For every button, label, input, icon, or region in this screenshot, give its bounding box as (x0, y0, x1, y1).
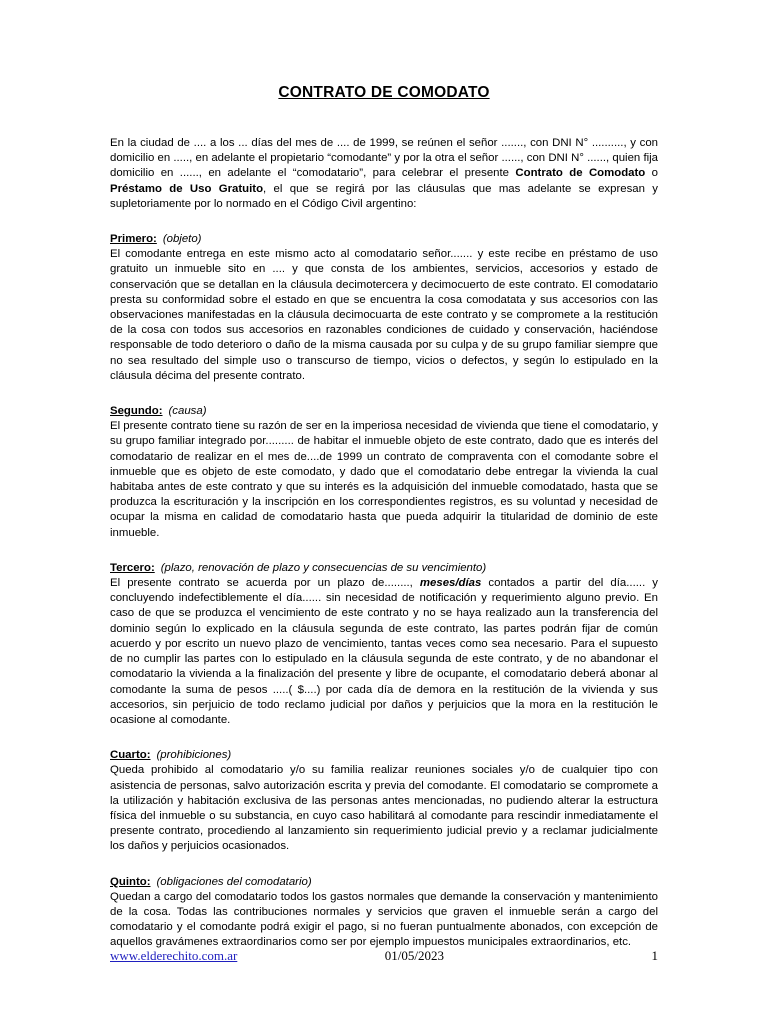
clause-primero (110, 232, 658, 384)
clause-subtitle: (obligaciones del comodatario) (156, 875, 312, 888)
clause-text: El comodante entrega en este mismo acto al comodatario señor....... y este recibe en préstamo de uso gratuito un inmueble sito en .... y que consta de los ambientes, servicios, accesorios y estado de conservación que se detallan en la cláusula decimotercera y decimocuerto de este contrato. El comodatario presta su conformidad sobre el estado en que se encuentra la cosa comodatata y sus accesorios con las observaciones manifestadas en la cláusula decimocuarta de este contrato y se compromete a la restitución de la cosa con todos sus accesorios en razonables condiciones de cuidado y conservación, haciéndose responsable de todo deterioro o daño de la misma causada por su culpa y de su grupo familiar siempre que no sea resultado del simple uso o transcurso de tiempo, vicios o defectos, y según lo estipulado en la cláusula décima del presente contrato. (110, 248, 658, 382)
document-title: CONTRATO DE COMODATO (278, 84, 490, 101)
clause-segundo (110, 404, 658, 541)
footer-page-number: 1 (651, 948, 658, 963)
clause-quinto (110, 875, 658, 951)
clause-heading (110, 875, 658, 890)
clause-emphasis-term-unit: meses/días (419, 577, 482, 590)
footer-website-link[interactable]: www.elderechito.com.ar (110, 948, 238, 963)
intro-text-2: o (645, 167, 659, 180)
clause-label: Segundo: (110, 405, 163, 418)
clause-text: Queda prohibido al comodatario y/o su familia realizar reuniones sociales y/o de cualquier tipo con asistencia de personas, salvo autorización escrita y previa del comodante. El comodatario se compromete a la utilización y habitación exclusiva de las personas antes mencionadas, no pudiendo alterar la estructura física del inmueble o su substancia, en cuyo caso habilitará al comodante para rescindir inmediatamente el presente contrato, procediendo al lanzamiento sin requerimiento judicial previo y a reclamar judicialmente los daños y perjuicios ocasionados. (110, 764, 658, 853)
clause-text-2: contados a partir del día...... y concluyendo indefectiblemente el día...... sin necesidad de notificación y requerimiento alguno previo. En caso de que se produzca el vencimiento de este contrato y no se haya realizado aun la transferencia del dominio según lo explicado en la cláusula segunda de este contrato, las partes podrán fijar de común acuerdo y por escrito un nuevo plazo de vencimiento, tantas veces como sea necesario. Para el supuesto de no cumplir las partes con lo estipulado en la cláusula segunda de este contrato, y de no abandonar el comodatario la vivienda a la finalización del presente y libre de ocupante, el comodatario deberá abonar al comodante la suma de pesos .....( $....) por cada día de demora en la restitución de la vivienda y sus accesorios, sin perjuicio de todo reclamo judicial por daños y perjuicios que la mora en la restitución le ocasione al comodante. (110, 577, 658, 726)
clause-label: Tercero: (110, 561, 155, 574)
intro-paragraph (110, 136, 658, 212)
clause-label: Cuarto: (110, 749, 151, 762)
clause-heading (110, 561, 658, 576)
clause-text: El presente contrato tiene su razón de ser en la imperiosa necesidad de vivienda que tiene el comodatario, y su grupo familiar integrado por......... de habitar el inmueble objeto de este contrato, dado que es interés del comodatario de realizar en el mes de....de 1999 un contrato de compraventa con el comodante sobre el inmueble que es objeto de este comodato, y dado que el comodatario debe entregar la vivienda la cual habitaba antes de este contrato y que su interés es la adquisición del inmueble comodatado, hasta que se produzca la escrituración y la inscripción en los correspondientes registros, es su voluntad y necesidad de ocupar la misma en calidad de comodatario hasta que pueda adquirir la titularidad de dominio de este inmueble. (110, 420, 658, 539)
intro-bold-loan-name: Préstamo de Uso Gratuito (110, 182, 264, 195)
intro-text-3: , el que se regirá por las cláusulas que mas adelante se expresan y supletoriamente por lo normado en el Código Civil argentino: (110, 182, 658, 210)
intro-text-1: En la ciudad de .... a los ... días del mes de .... de 1999, se reúnen el señor ......., con DNI N° .........., y con domicilio en ....., en adelante el propietario “comodante” y por la otra el señor ......, con DNI N° ......, quien fija domicilio en ......, en adelante el “comodatario”, para celebrar el presente (110, 137, 658, 180)
clause-label: Primero: (110, 233, 157, 246)
clause-heading (110, 404, 658, 419)
clause-tercero (110, 561, 658, 728)
clause-label: Quinto: (110, 875, 151, 888)
clause-subtitle: (causa) (168, 405, 207, 418)
clause-heading (110, 232, 658, 247)
clause-text: Quedan a cargo del comodatario todos los gastos normales que demande la conservación y mantenimiento de la cosa. Todas las contribuciones normales y servicios que graven el inmueble serán a cargo del comodatario y el comodante podrá exigir el pago, si no fueran puntualmente abonados, con excepción de aquellos gravámenes extraordinarios como ser por ejemplo impuestos municipales extraordinarios, etc. (110, 890, 658, 949)
page-footer (110, 948, 658, 964)
clause-cuarto (110, 748, 658, 854)
clause-subtitle: (prohibiciones) (156, 749, 232, 762)
clause-heading (110, 748, 658, 763)
intro-bold-contract-name: Contrato de Comodato (515, 167, 646, 180)
footer-date: 01/05/2023 (384, 948, 445, 963)
clause-text-1: El presente contrato se acuerda por un plazo de........, (110, 577, 420, 590)
clause-subtitle: (plazo, renovación de plazo y consecuencias de su vencimiento) (160, 561, 487, 574)
clause-subtitle: (objeto) (162, 233, 202, 246)
